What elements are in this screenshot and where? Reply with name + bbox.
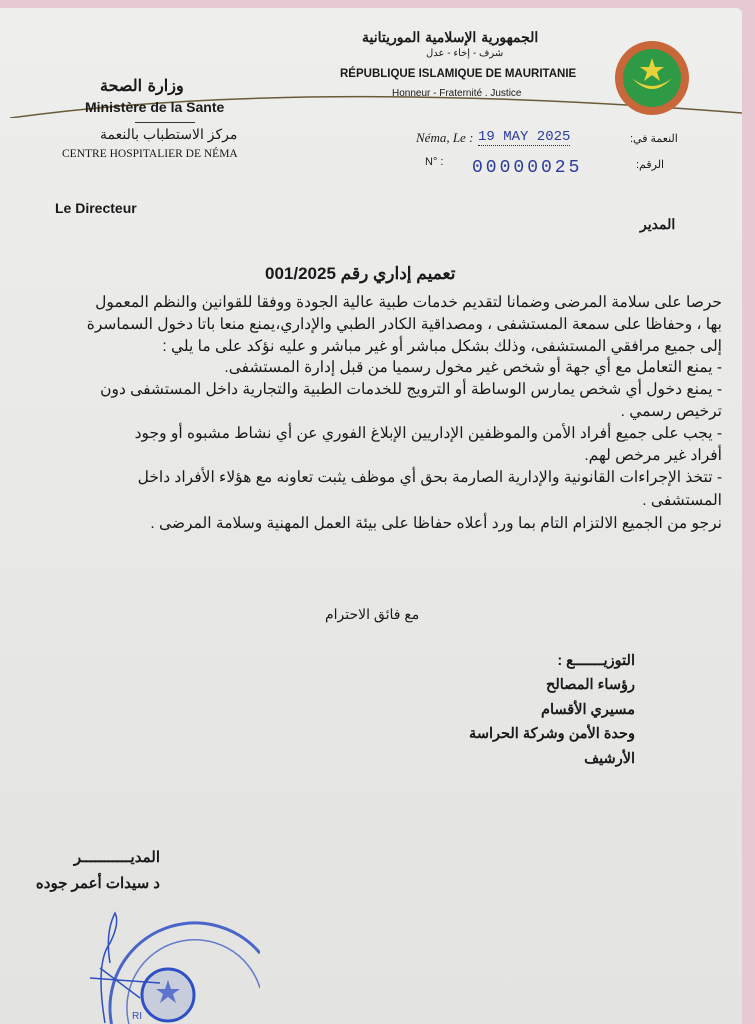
body-line: - يمنع التعامل مع أي جهة أو شخص غير مخول رسميا من قبل إدارة المستشفى.: [224, 359, 722, 376]
body-line: إلى جميع مرافقي المستشفى، وذلك بشكل مباشر أو غير مباشر و عليه نؤكد على ما يلي :: [162, 338, 722, 355]
date-label-arabic: النعمة في:: [630, 133, 678, 145]
number-label-arabic: الرقم:: [636, 159, 665, 171]
body-line: نرجو من الجميع الالتزام التام بما ورد أعلاه حفاظا على بيئة العمل المهنية وسلامة المرضى .: [150, 515, 722, 532]
motto-french: Honneur - Fraternité . Justice: [392, 88, 522, 99]
number-label-french: N° :: [425, 156, 444, 168]
ministry-divider: [135, 122, 195, 123]
ministry-arabic: وزارة الصحة: [100, 76, 184, 95]
date-value: 19 MAY 2025: [478, 129, 571, 145]
director-french: Le Directeur: [55, 200, 137, 216]
signature-name: د سيدات أعمر جوده: [35, 875, 160, 892]
distribution-label: التوزيـــــــع :: [557, 653, 635, 669]
body-line: - تتخذ الإجراءات القانونية والإدارية الصارمة بحق أي موظف يثبت تعاونه مع هؤلاء الأفراد داخل: [137, 469, 722, 486]
distribution-item: مسيري الأقسام: [540, 702, 635, 718]
ministry-french: Ministère de la Sante: [85, 99, 225, 115]
body-line: حرصا على سلامة المرضى وضمانا لتقديم خدمات طبية عالية الجودة ووفقا للقوانين والنظم المعمول: [95, 294, 722, 311]
body-line: أفراد غير مرخص لهم.: [584, 447, 722, 464]
circular-title: تعميم إداري رقم 001/2025: [265, 264, 456, 283]
distribution-item: رؤساء المصالح: [545, 677, 635, 693]
closing: مع فائق الاحترام: [325, 606, 420, 622]
document-page: [0, 8, 742, 1024]
body-line: ترخيص رسمي .: [620, 403, 722, 420]
number-value: 00000025: [472, 158, 583, 178]
body-line: - يجب على جميع أفراد الأمن والموظفين الإداريين الإبلاغ الفوري عن أي نشاط مشبوه أو وجود: [134, 425, 722, 442]
director-arabic: المدير: [640, 216, 676, 232]
national-emblem: [612, 38, 692, 118]
body-line: بها ، وحفاظا على سمعة المستشفى ، ومصداقية الكادر الطبي والإداري،يمنع منعا باتا دخول السماسرة: [86, 316, 722, 333]
official-stamp: [50, 903, 260, 1024]
motto-arabic: شرف - إخاء - عدل: [426, 48, 504, 59]
body-line: المستشفى .: [642, 492, 722, 509]
signature-title: المديـــــــــــر: [73, 849, 160, 866]
center-french: CENTRE HOSPITALIER DE NÉMA: [62, 148, 238, 160]
date-label-french: Néma, Le :: [416, 130, 474, 145]
republic-french: RÉPUBLIQUE ISLAMIQUE DE MAURITANIE: [340, 68, 577, 80]
center-arabic: مركز الاستطباب بالنعمة: [100, 126, 238, 142]
republic-arabic: الجمهورية الإسلامية الموريتانية: [362, 30, 539, 46]
body-line: - يمنع دخول أي شخص يمارس الوساطة أو الترويج للخدمات الطبية والتجارية داخل المستشفى دون: [100, 381, 722, 398]
distribution-item: الأرشيف: [584, 751, 635, 767]
stamp-text: RI: [132, 1011, 142, 1022]
distribution-item: وحدة الأمن وشركة الحراسة: [469, 726, 635, 742]
